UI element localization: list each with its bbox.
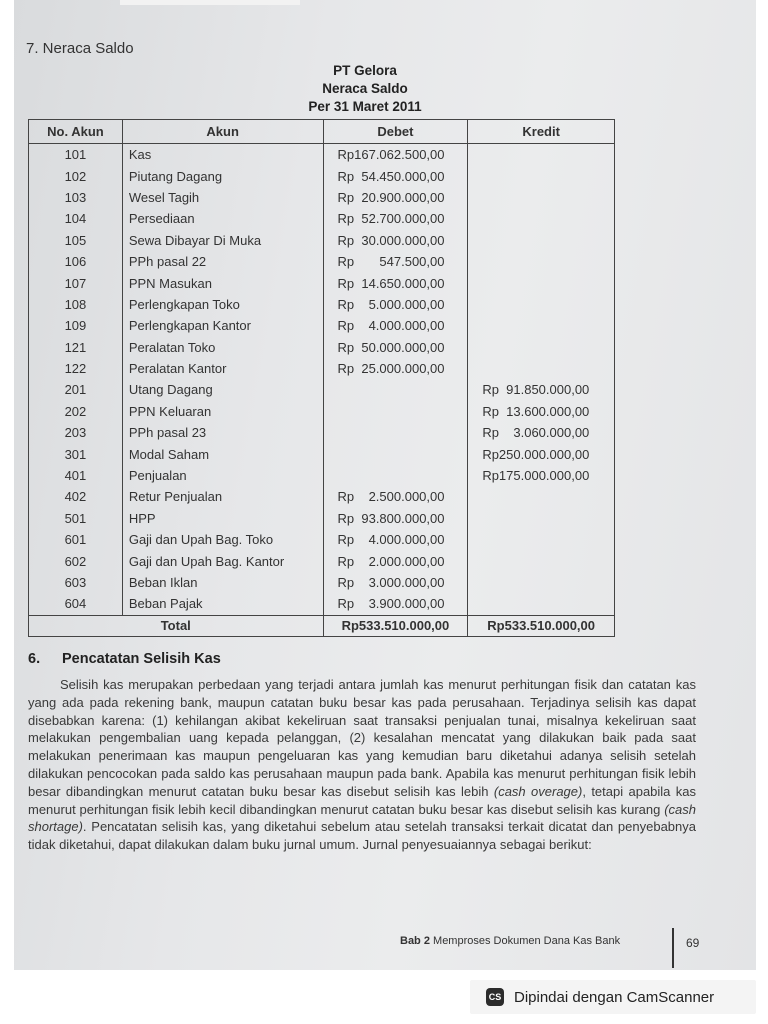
cell-akun: Perlengkapan Kantor	[122, 315, 323, 336]
header-kredit: Kredit	[468, 120, 615, 144]
cell-kredit	[468, 294, 615, 315]
table-row	[29, 401, 615, 422]
cell-kredit	[468, 144, 615, 166]
table-row	[29, 422, 615, 443]
term-cash-overage: (cash overage)	[493, 783, 583, 799]
page-margin-right	[756, 0, 768, 970]
cell-no-akun: 604	[29, 593, 123, 615]
total-row	[29, 615, 615, 636]
section-6-paragraph	[28, 676, 696, 854]
cell-akun: Modal Saham	[122, 443, 323, 464]
paragraph-part-3: . Pencatatan selisih kas, yang diketahui sebelum atau setelah transaksi terkait dicatat dan penyebabnya tidak diketahui, dapat dilakukan dalam buku jurnal umum. Jurnal penyesuaiannya sebagai berikut:	[28, 819, 696, 853]
cell-debet: Rp 54.450.000,00	[323, 165, 468, 186]
cell-kredit	[468, 486, 615, 507]
cell-akun: Retur Penjualan	[122, 486, 323, 507]
camscanner-text: Dipindai dengan CamScanner	[514, 988, 715, 1006]
report-date: Per 31 Maret 2011	[308, 99, 422, 114]
cell-kredit	[468, 187, 615, 208]
cell-debet: Rp 50.000.000,00	[323, 337, 468, 358]
cell-debet: Rp 547.500,00	[323, 251, 468, 272]
table-row	[29, 294, 615, 315]
cell-kredit	[468, 165, 615, 186]
cell-debet: Rp167.062.500,00	[323, 144, 468, 166]
cell-kredit	[468, 508, 615, 529]
cell-debet: Rp 4.000.000,00	[323, 315, 468, 336]
table-row	[29, 572, 615, 593]
cell-kredit	[468, 208, 615, 229]
cell-kredit	[468, 572, 615, 593]
section-6-number: 6.	[28, 651, 41, 667]
cell-debet	[323, 443, 468, 464]
table-header-row	[29, 120, 615, 144]
cell-debet: Rp 5.000.000,00	[323, 294, 468, 315]
table-row	[29, 251, 615, 272]
cell-akun: PPN Masukan	[122, 272, 323, 293]
table-row	[29, 508, 615, 529]
footer-chapter	[400, 935, 620, 947]
cell-debet	[323, 379, 468, 400]
cell-kredit: Rp250.000.000,00	[468, 443, 615, 464]
cell-akun: Beban Iklan	[122, 572, 323, 593]
section-6-title	[28, 651, 221, 667]
cell-debet: Rp 3.900.000,00	[323, 593, 468, 615]
cell-kredit: Rp 3.060.000,00	[468, 422, 615, 443]
section-6-heading: Pencatatan Selisih Kas	[62, 651, 221, 667]
cell-debet: Rp 25.000.000,00	[323, 358, 468, 379]
cell-akun: HPP	[122, 508, 323, 529]
cell-kredit	[468, 550, 615, 571]
cell-no-akun: 109	[29, 315, 123, 336]
paragraph-part-2: , tetapi apabila kas menurut perhitungan fisik lebih kecil dibandingkan menurut catatan buku besar kas disebut selisih kas kurang	[28, 783, 697, 817]
term-cash-shortage: (cash shortage)	[28, 801, 696, 835]
cell-debet: Rp 20.900.000,00	[323, 187, 468, 208]
header-no-akun: No. Akun	[29, 120, 123, 144]
cell-no-akun: 104	[29, 208, 123, 229]
cell-kredit	[468, 251, 615, 272]
table-row	[29, 529, 615, 550]
cell-akun: Kas	[122, 144, 323, 166]
total-kredit: Rp533.510.000,00	[468, 615, 615, 636]
page-number: 69	[686, 936, 700, 950]
header-akun: Akun	[122, 120, 323, 144]
table-row	[29, 337, 615, 358]
table-row	[29, 230, 615, 251]
cell-debet: Rp 14.650.000,00	[323, 272, 468, 293]
cell-no-akun: 601	[29, 529, 123, 550]
cell-no-akun: 121	[29, 337, 123, 358]
cell-no-akun: 101	[29, 144, 123, 166]
cell-kredit	[468, 593, 615, 615]
cell-no-akun: 203	[29, 422, 123, 443]
cell-akun: PPN Keluaran	[122, 401, 323, 422]
cell-kredit: Rp175.000.000,00	[468, 465, 615, 486]
total-debet: Rp533.510.000,00	[323, 615, 468, 636]
cell-akun: Beban Pajak	[122, 593, 323, 615]
cell-kredit	[468, 337, 615, 358]
table-row	[29, 550, 615, 571]
cell-no-akun: 603	[29, 572, 123, 593]
cell-akun: Utang Dagang	[122, 379, 323, 400]
table-row	[29, 165, 615, 186]
cell-debet	[323, 422, 468, 443]
cell-kredit	[468, 358, 615, 379]
table-body	[29, 144, 615, 616]
cell-akun: Penjualan	[122, 465, 323, 486]
table-row	[29, 465, 615, 486]
header-debet: Debet	[323, 120, 468, 144]
cell-debet: Rp 52.700.000,00	[323, 208, 468, 229]
table-row	[29, 443, 615, 464]
cell-akun: Wesel Tagih	[122, 187, 323, 208]
cell-no-akun: 106	[29, 251, 123, 272]
cell-debet: Rp 3.000.000,00	[323, 572, 468, 593]
paragraph-part-1: Selisih kas merupakan perbedaan yang terjadi antara jumlah kas menurut perhitungan fisik dan catatan kas yang ada pada rekening bank, maupun catatan buku besar kas pada perusahaan. Terjadinya selisih kas dapat disebabkan karena: (1) kehilangan akibat kekeliruan saat transaksi penjualan tunai, misalnya kekeliruan saat melakukan pengembalian uang kepada pelanggan, (2) kesalahan mencatat yang dilakukan baik pada saat melakukan penerimaan kas maupun pengeluaran kas yang kemudian baru diketahui adanya selisih setelah dilakukan pencocokan pada saldo kas perusahaan maupun pada bank. Apabila kas menurut perhitungan fisik lebih besar dibandingkan menurut catatan buku besar kas disebut selisih kas lebih	[28, 677, 696, 799]
cell-akun: PPh pasal 22	[122, 251, 323, 272]
table-row	[29, 187, 615, 208]
cell-kredit: Rp 13.600.000,00	[468, 401, 615, 422]
cell-no-akun: 402	[29, 486, 123, 507]
cell-no-akun: 301	[29, 443, 123, 464]
cell-no-akun: 105	[29, 230, 123, 251]
cell-no-akun: 501	[29, 508, 123, 529]
table-row	[29, 208, 615, 229]
table-row	[29, 144, 615, 166]
cell-no-akun: 107	[29, 272, 123, 293]
table-row	[29, 486, 615, 507]
trial-balance-table	[28, 119, 615, 637]
cell-kredit	[468, 315, 615, 336]
cell-akun: PPh pasal 23	[122, 422, 323, 443]
cell-akun: Gaji dan Upah Bag. Kantor	[122, 550, 323, 571]
cell-debet	[323, 465, 468, 486]
cell-akun: Peralatan Toko	[122, 337, 323, 358]
cell-no-akun: 102	[29, 165, 123, 186]
cell-no-akun: 122	[29, 358, 123, 379]
cell-no-akun: 108	[29, 294, 123, 315]
cell-akun: Persediaan	[122, 208, 323, 229]
section-heading: 7. Neraca Saldo	[26, 40, 134, 57]
report-name: Neraca Saldo	[322, 81, 408, 96]
company-name: PT Gelora	[333, 63, 397, 78]
cell-no-akun: 401	[29, 465, 123, 486]
cell-no-akun: 201	[29, 379, 123, 400]
cell-debet: Rp 2.500.000,00	[323, 486, 468, 507]
footer-chapter-text: Memproses Dokumen Dana Kas Bank	[429, 935, 621, 947]
cell-no-akun: 602	[29, 550, 123, 571]
footer-chapter-bold: Bab 2	[400, 935, 430, 947]
cell-no-akun: 202	[29, 401, 123, 422]
cell-debet: Rp 93.800.000,00	[323, 508, 468, 529]
cell-debet: Rp 4.000.000,00	[323, 529, 468, 550]
table-row	[29, 272, 615, 293]
cell-akun: Peralatan Kantor	[122, 358, 323, 379]
cell-akun: Sewa Dibayar Di Muka	[122, 230, 323, 251]
cell-kredit	[468, 272, 615, 293]
table-row	[29, 315, 615, 336]
footer-divider	[672, 928, 674, 968]
cell-debet	[323, 401, 468, 422]
cell-kredit	[468, 230, 615, 251]
report-title	[200, 62, 530, 116]
camscanner-icon: CS	[486, 988, 504, 1006]
cell-debet: Rp 2.000.000,00	[323, 550, 468, 571]
table-row	[29, 358, 615, 379]
cell-kredit	[468, 529, 615, 550]
table-row	[29, 379, 615, 400]
cell-no-akun: 103	[29, 187, 123, 208]
cell-kredit: Rp 91.850.000,00	[468, 379, 615, 400]
cell-akun: Gaji dan Upah Bag. Toko	[122, 529, 323, 550]
camscanner-badge	[470, 980, 756, 1014]
total-label: Total	[29, 615, 324, 636]
cell-akun: Piutang Dagang	[122, 165, 323, 186]
page-top-edge	[120, 0, 300, 5]
cell-akun: Perlengkapan Toko	[122, 294, 323, 315]
cell-debet: Rp 30.000.000,00	[323, 230, 468, 251]
table-row	[29, 593, 615, 615]
